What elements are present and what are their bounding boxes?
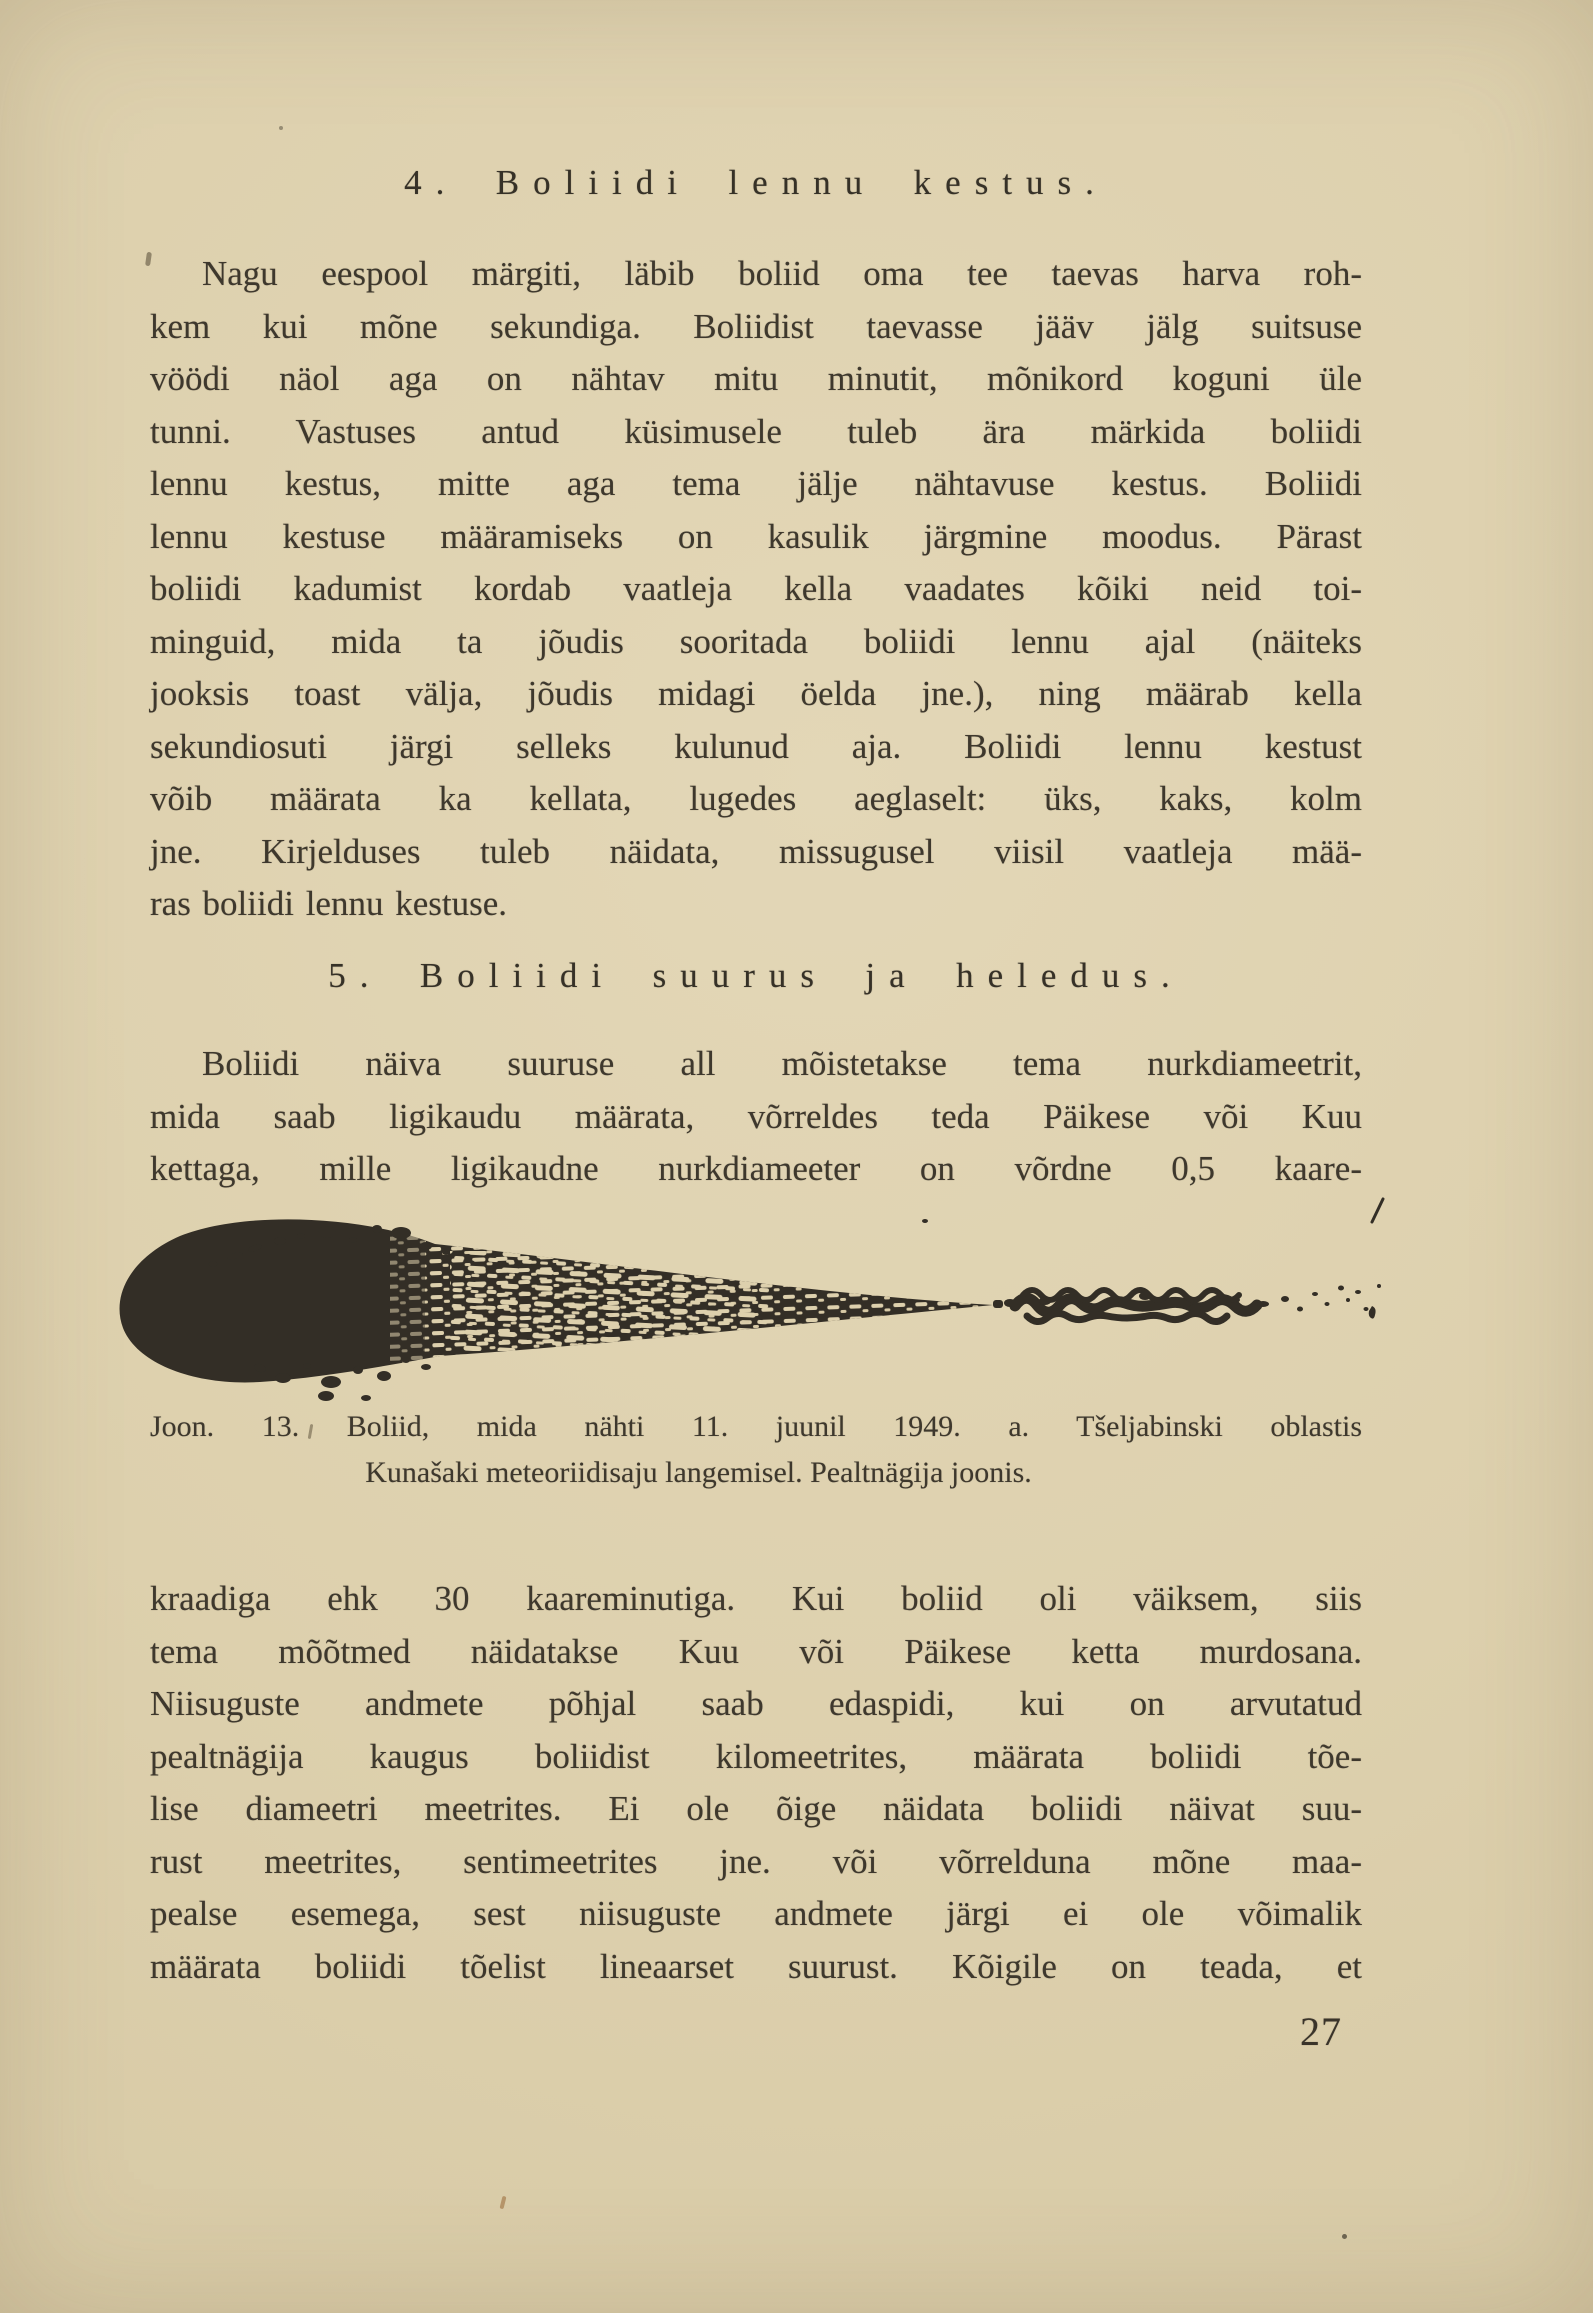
- bolide-trailing-specks: [1281, 1284, 1381, 1319]
- text-line: määrata boliidi tõelist lineaarset suurust. Kõigile on teada, et: [150, 1946, 1362, 1986]
- text-line: lise diameetri meetrites. Ei ole õige näidata boliidi näivat suu-: [150, 1789, 1362, 1828]
- text-line: tunni. Vastuses antud küsimusele tuleb ära märkida boliidi: [150, 411, 1362, 451]
- text-line: rust meetrites, sentimeetrites jne. või võrrelduna mõne maa-: [150, 1841, 1362, 1881]
- text-line: Nagu eespool märgiti, läbib boliid oma tee taevas harva roh-: [202, 254, 1362, 293]
- text-line: minguid, mida ta jõudis sooritada boliidi lennu ajal (näiteks: [150, 621, 1362, 661]
- paper-speck: [1342, 2234, 1347, 2239]
- caption-line: Kunašaki meteoriidisaju langemisel. Pealtnägija joonis.: [365, 1456, 1032, 1489]
- text-line: pealtnägija kaugus boliidist kilomeetrites, määrata boliidi tõe-: [150, 1736, 1362, 1776]
- text-line: mida saab ligikaudu määrata, võrreldes teda Päikese või Kuu: [150, 1096, 1362, 1136]
- text-line: lennu kestuse määramiseks on kasulik järgmine moodus. Pärast: [150, 516, 1362, 556]
- bolide-figure: [95, 1196, 1440, 1426]
- paper-speck: [499, 2196, 506, 2210]
- text-line: pealse esemega, sest niisuguste andmete järgi ei ole võimalik: [150, 1894, 1362, 1933]
- paper-speck: [279, 126, 283, 130]
- section-5-heading: 5. Boliidi suurus ja heledus.: [328, 956, 1184, 995]
- text-line: sekundiosuti järgi selleks kulunud aja. Boliidi lennu kestust: [150, 726, 1362, 766]
- text-line: Niisuguste andmete põhjal saab edaspidi, kui on arvutatud: [150, 1684, 1362, 1723]
- text-line: jooksis toast välja, jõudis midagi öelda jne.), ning määrab kella: [150, 674, 1362, 713]
- text-line: tema mõõtmed näidatakse Kuu või Päikese ketta murdosana.: [150, 1631, 1362, 1671]
- bolide-tail-scribble: [1015, 1290, 1257, 1322]
- text-line: jne. Kirjelduses tuleb näidata, missugusel viisil vaatleja mää-: [150, 831, 1362, 871]
- paragraph: [150, 248, 1362, 931]
- paragraph: [150, 1573, 1362, 1993]
- text-line: võib määrata ka kellata, lugedes aeglaselt: üks, kaks, kolm: [150, 779, 1362, 818]
- text-line: kem kui mõne sekundiga. Boliidist taevasse jääv jälg suitsuse: [150, 306, 1362, 346]
- text-line: kraadiga ehk 30 kaareminutiga. Kui boliid oli väiksem, siis: [150, 1579, 1362, 1618]
- text-line: boliidi kadumist kordab vaatleja kella vaadates kõiki neid toi-: [150, 569, 1362, 608]
- paragraph: [150, 1038, 1362, 1196]
- section-4-heading: 4. Boliidi lennu kestus.: [404, 163, 1108, 202]
- bolide-drawing: [95, 1196, 1440, 1426]
- text-line: lennu kestus, mitte aga tema jälje nähtavuse kestus. Boliidi: [150, 464, 1362, 503]
- stray-slash-mark: [1372, 1199, 1383, 1222]
- text-line: kettaga, mille ligikaudne nurkdiameeter on võrdne 0,5 kaare-: [150, 1149, 1362, 1188]
- text-line: vöödi näol aga on nähtav mitu minutit, mõnikord koguni üle: [150, 359, 1362, 398]
- page-number: 27: [1300, 2009, 1342, 2054]
- text-line: Boliidi näiva suuruse all mõistetakse tema nurkdiameetrit,: [202, 1044, 1362, 1083]
- caption-line: Joon. 13. Boliid, mida nähti 11. juunil 1949. a. Tšeljabinski oblastis: [150, 1410, 1362, 1443]
- figure-caption: [150, 1404, 1362, 1496]
- text-line: ras boliidi lennu kestuse.: [150, 884, 508, 923]
